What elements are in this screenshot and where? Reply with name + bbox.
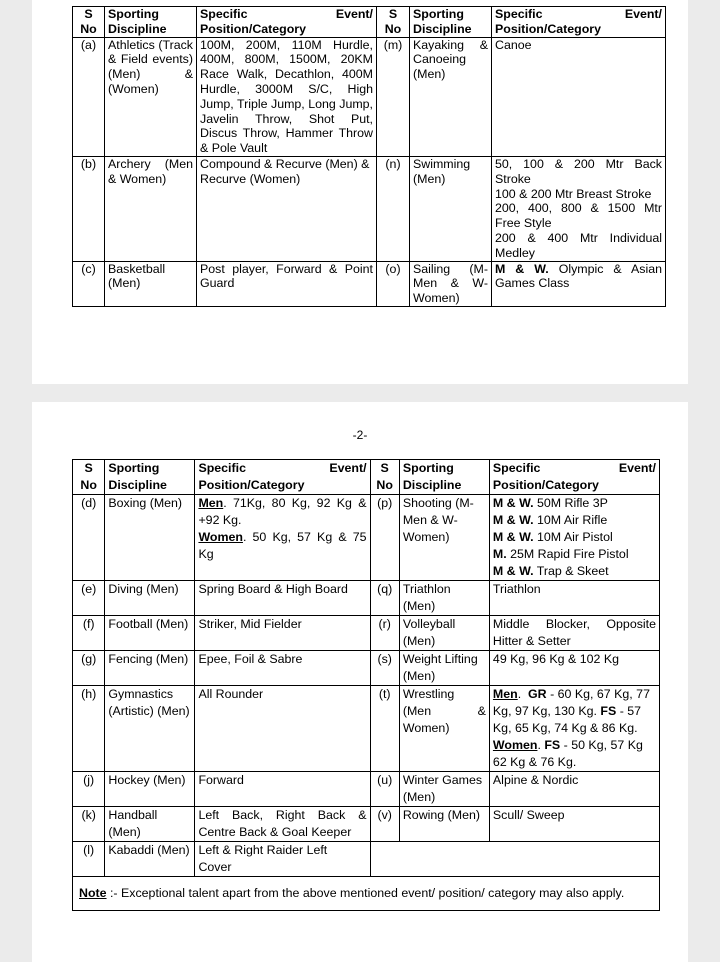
- sno-cell: (p): [370, 495, 399, 581]
- discipline-cell: Boxing (Men): [105, 495, 195, 581]
- discipline-cell: Kabaddi (Men): [105, 842, 195, 877]
- header-discipline: Sporting Discipline: [410, 7, 492, 38]
- event-cell: 100M, 200M, 110M Hurdle, 400M, 800M, 1500M, 20KM Race Walk, Decathlon, 400M Hurdle, 3000M S/C, High Jump, Triple Jump, Long Jump, Javelin Throw, Shot Put, Discus Throw, Hammer Throw & Pole Vault: [197, 37, 377, 156]
- sno-cell: (m): [377, 37, 410, 156]
- sno-cell: (v): [370, 807, 399, 842]
- sno-cell: (u): [370, 772, 399, 807]
- table-row: [73, 581, 660, 616]
- discipline-cell: Diving (Men): [105, 581, 195, 616]
- header-sno: S No: [377, 7, 410, 38]
- swimming-event-line: 200 & 400 Mtr Individual Medley: [495, 230, 662, 260]
- note-row: [73, 877, 660, 911]
- discipline-cell: Weight Lifting (Men): [399, 651, 489, 686]
- discipline-cell: Basketball (Men): [105, 261, 197, 306]
- event-cell: Canoe: [492, 37, 666, 156]
- table-header-row: [73, 7, 666, 38]
- event-cell: [492, 156, 666, 261]
- header-sno: S No: [73, 7, 105, 38]
- event-cell: Men. 71Kg, 80 Kg, 92 Kg & +92 Kg. Women. 50 Kg, 57 Kg & 75 Kg: [195, 495, 370, 581]
- event-cell: Alpine & Nordic: [489, 772, 659, 807]
- sno-cell: (r): [370, 616, 399, 651]
- table-row: [73, 807, 660, 842]
- header-discipline: Sporting Discipline: [399, 460, 489, 495]
- event-cell: Left Back, Right Back & Centre Back & Goal Keeper: [195, 807, 370, 842]
- discipline-cell: Archery (Men & Women): [105, 156, 197, 261]
- sports-table-page-2: [72, 459, 660, 911]
- discipline-cell: Handball (Men): [105, 807, 195, 842]
- header-sno: S No: [73, 460, 105, 495]
- note-text: :- Exceptional talent apart from the above mentioned event/ position/ category may also apply.: [106, 886, 625, 900]
- event-cell: Epee, Foil & Sabre: [195, 651, 370, 686]
- event-cell: Middle Blocker, Opposite Hitter & Setter: [489, 616, 659, 651]
- shooting-event-line: M & W. 10M Air Pistol: [492, 530, 613, 544]
- discipline-cell: Fencing (Men): [105, 651, 195, 686]
- sports-table-page-1: [72, 6, 666, 307]
- document-page-1: [32, 0, 688, 384]
- event-cell: [489, 495, 659, 581]
- sno-cell: (b): [73, 156, 105, 261]
- event-cell: Compound & Recurve (Men) & Recurve (Women): [197, 156, 377, 261]
- table-row: [73, 495, 660, 581]
- event-cell: Men. GR - 60 Kg, 67 Kg, 77 Kg, 97 Kg, 130 Kg. FS - 57 Kg, 65 Kg, 74 Kg & 86 Kg. Women. FS - 50 Kg, 57 Kg 62 Kg & 76 Kg.: [489, 686, 659, 772]
- document-page-2: [32, 402, 688, 962]
- header-discipline: Sporting Discipline: [105, 460, 195, 495]
- discipline-cell: Triathlon (Men): [399, 581, 489, 616]
- event-cell: All Rounder: [195, 686, 370, 772]
- sno-cell: (n): [377, 156, 410, 261]
- discipline-cell: Wrestling (Men & Women): [399, 686, 489, 772]
- event-cell: Striker, Mid Fielder: [195, 616, 370, 651]
- discipline-cell: Athletics (Track & Field events) (Men) & (Women): [105, 37, 197, 156]
- sno-cell: (s): [370, 651, 399, 686]
- event-cell: M & W. Olympic & Asian Games Class: [492, 261, 666, 306]
- discipline-cell: Winter Games (Men): [399, 772, 489, 807]
- event-cell: Forward: [195, 772, 370, 807]
- event-cell: 49 Kg, 96 Kg & 102 Kg: [489, 651, 659, 686]
- table-row: [73, 772, 660, 807]
- table-row: [73, 616, 660, 651]
- discipline-cell: Rowing (Men): [399, 807, 489, 842]
- table-row: [73, 842, 660, 877]
- discipline-cell: Swimming (Men): [410, 156, 492, 261]
- discipline-cell: Football (Men): [105, 616, 195, 651]
- sno-cell: (e): [73, 581, 105, 616]
- discipline-cell: Shooting (M-Men & W-Women): [399, 495, 489, 581]
- swimming-event-line: 100 & 200 Mtr Breast Stroke: [495, 186, 652, 201]
- event-cell: Post player, Forward & Point Guard: [197, 261, 377, 306]
- sno-cell: (k): [73, 807, 105, 842]
- event-cell: Left & Right Raider Left Cover: [195, 842, 370, 877]
- sno-cell: (f): [73, 616, 105, 651]
- empty-cell: [370, 842, 659, 877]
- header-sno: S No: [370, 460, 399, 495]
- sno-cell: (t): [370, 686, 399, 772]
- table-row: [73, 37, 666, 156]
- shooting-event-line: M. 25M Rapid Fire Pistol: [492, 547, 629, 561]
- header-event: Specific Event/ Position/Category: [197, 7, 377, 38]
- shooting-event-line: M & W. 10M Air Rifle: [492, 513, 608, 527]
- discipline-cell: Gymnastics (Artistic) (Men): [105, 686, 195, 772]
- table-row: [73, 686, 660, 772]
- note-label: Note: [79, 886, 107, 900]
- sno-cell: (d): [73, 495, 105, 581]
- swimming-event-line: 200, 400, 800 & 1500 Mtr Free Style: [495, 201, 662, 231]
- sno-cell: (g): [73, 651, 105, 686]
- table-row: [73, 261, 666, 306]
- table-row: [73, 651, 660, 686]
- event-cell: Spring Board & High Board: [195, 581, 370, 616]
- sno-cell: (j): [73, 772, 105, 807]
- event-cell: Triathlon: [489, 581, 659, 616]
- note-cell: [73, 877, 660, 911]
- discipline-cell: Sailing (M-Men & W-Women): [410, 261, 492, 306]
- event-cell: Scull/ Sweep: [489, 807, 659, 842]
- header-event: Specific Event/ Position/Category: [195, 460, 370, 495]
- sno-cell: (o): [377, 261, 410, 306]
- page-number: -2-: [352, 428, 368, 442]
- sno-cell: (c): [73, 261, 105, 306]
- sno-cell: (a): [73, 37, 105, 156]
- header-event: Specific Event/ Position/Category: [492, 7, 666, 38]
- sno-cell: (l): [73, 842, 105, 877]
- discipline-cell: Volleyball (Men): [399, 616, 489, 651]
- sno-cell: (h): [73, 686, 105, 772]
- header-event: Specific Event/ Position/Category: [489, 460, 659, 495]
- table-row: [73, 156, 666, 261]
- swimming-event-line: 50, 100 & 200 Mtr Back Stroke: [495, 156, 662, 186]
- table-header-row: [73, 460, 660, 495]
- header-discipline: Sporting Discipline: [105, 7, 197, 38]
- discipline-cell: Hockey (Men): [105, 772, 195, 807]
- shooting-event-line: M & W. 50M Rifle 3P: [492, 496, 608, 510]
- sno-cell: (q): [370, 581, 399, 616]
- discipline-cell: Kayaking & Canoeing (Men): [410, 37, 492, 156]
- shooting-event-line: M & W. Trap & Skeet: [492, 564, 609, 578]
